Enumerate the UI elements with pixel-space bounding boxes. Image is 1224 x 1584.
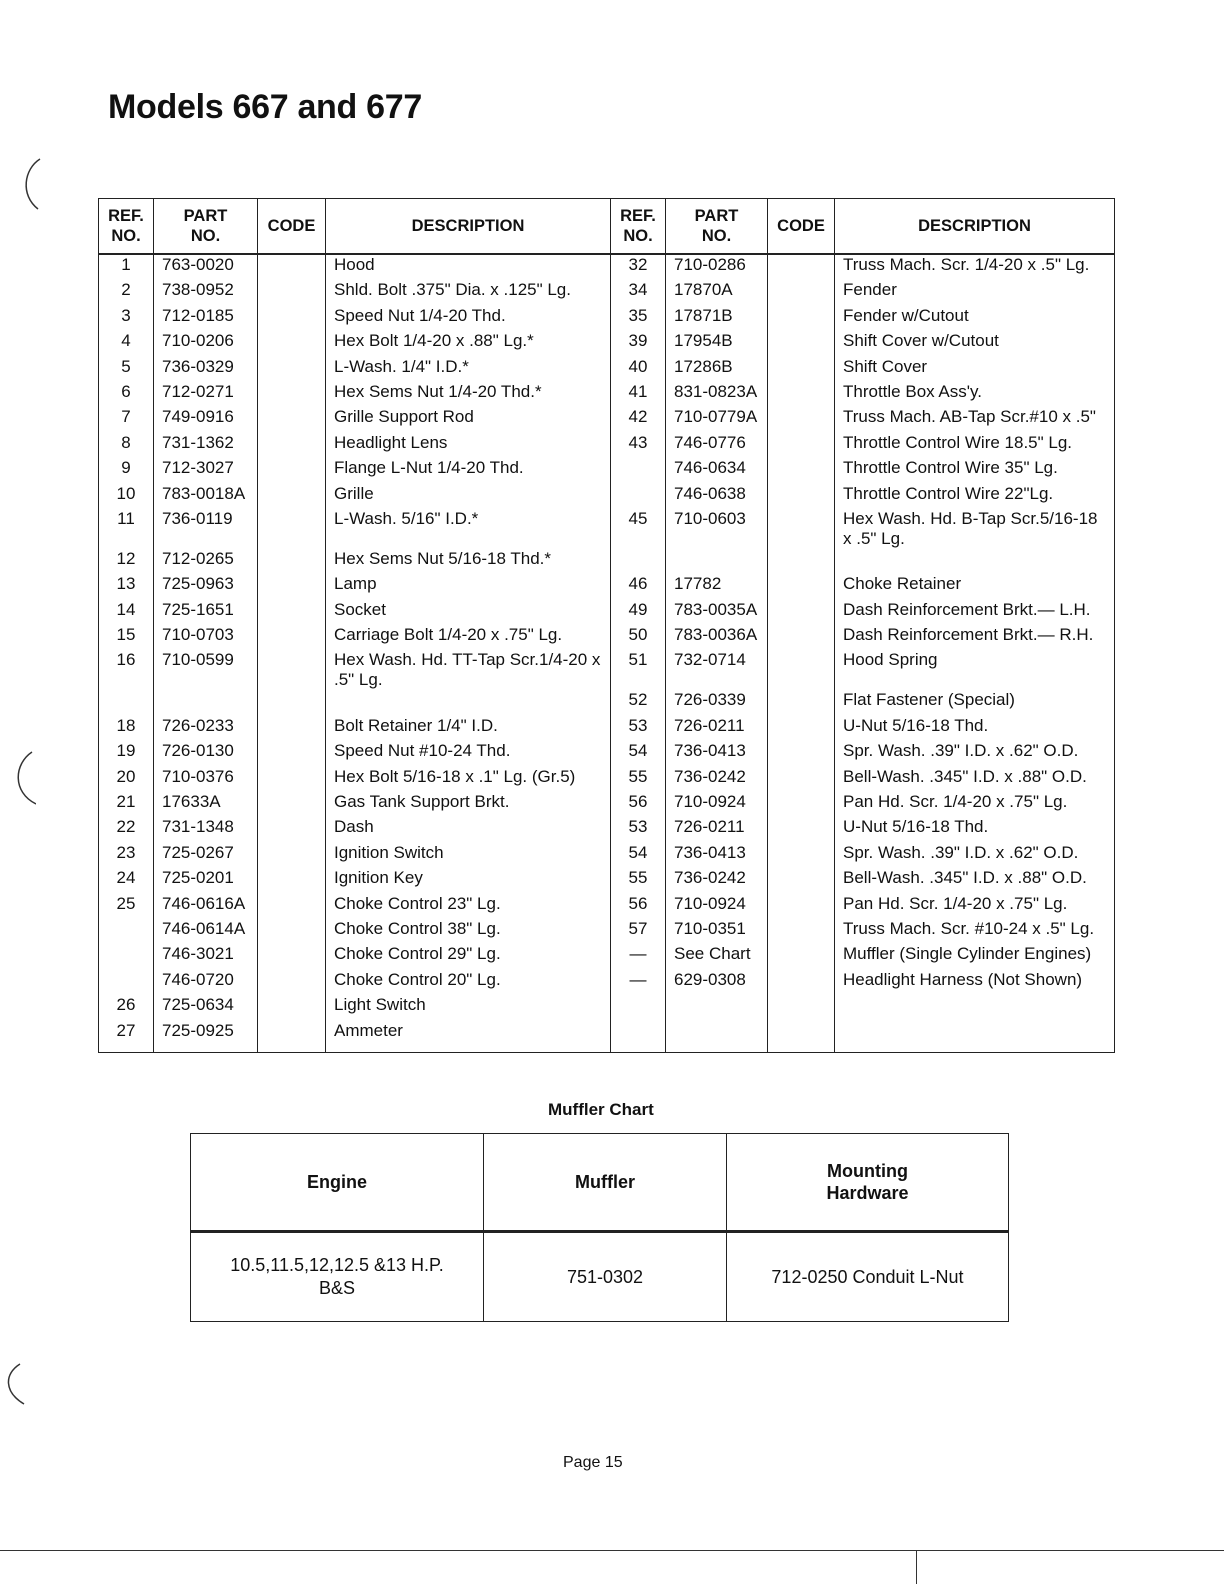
table-row (99, 433, 1115, 458)
cell-ref-no: 49 (611, 600, 666, 625)
cell-part-no: 731-1348 (154, 817, 258, 842)
cell-part-no: 17954B (666, 331, 768, 356)
cell-ref-no: 11 (99, 509, 154, 549)
cell-description: Grille (326, 484, 611, 509)
cell-description: Choke Control 23" Lg. (326, 894, 611, 919)
binding-hole-mark (2, 1360, 30, 1408)
cell-part-no: 17286B (666, 357, 768, 382)
cell-ref-no (611, 995, 666, 1020)
column-header-part-no: PART NO. (154, 199, 258, 255)
cell-ref-no: 45 (611, 509, 666, 549)
cell-part-no: 746-0720 (154, 970, 258, 995)
cell-part-no: 746-0634 (666, 458, 768, 483)
cell-part-no: 710-0351 (666, 919, 768, 944)
table-row (99, 868, 1115, 893)
cell-ref-no: 41 (611, 382, 666, 407)
cell-ref-no: — (611, 970, 666, 995)
cell-part-no: 749-0916 (154, 407, 258, 432)
table-row (99, 792, 1115, 817)
cell-code (768, 868, 835, 893)
cell-code (768, 817, 835, 842)
cell-ref-no: 56 (611, 792, 666, 817)
cell-part-no: 17633A (154, 792, 258, 817)
cell-code (258, 484, 326, 509)
cell-description: Choke Control 20" Lg. (326, 970, 611, 995)
table-row (191, 1232, 1009, 1322)
cell-ref-no (99, 944, 154, 969)
cell-part-no: 710-0703 (154, 625, 258, 650)
cell-part-no: 712-0271 (154, 382, 258, 407)
cell-code (258, 716, 326, 741)
cell-description: Throttle Control Wire 18.5" Lg. (835, 433, 1115, 458)
table-row (99, 458, 1115, 483)
cell-part-no: 736-0119 (154, 509, 258, 549)
cell-ref-no: 42 (611, 407, 666, 432)
cell-ref-no: 13 (99, 574, 154, 599)
cell-part-no (666, 1021, 768, 1053)
cell-part-no: 726-0339 (666, 690, 768, 715)
cell-description: Pan Hd. Scr. 1/4-20 x .75" Lg. (835, 792, 1115, 817)
cell-ref-no (611, 549, 666, 574)
cell-description: Speed Nut 1/4-20 Thd. (326, 306, 611, 331)
table-row (99, 625, 1115, 650)
cell-ref-no: 12 (99, 549, 154, 574)
cell-description: Bolt Retainer 1/4" I.D. (326, 716, 611, 741)
cell-description: Shld. Bolt .375" Dia. x .125" Lg. (326, 280, 611, 305)
column-header-part-no: PART NO. (666, 199, 768, 255)
cell-description: Bell-Wash. .345" I.D. x .88" O.D. (835, 868, 1115, 893)
cell-ref-no: 55 (611, 767, 666, 792)
cell-ref-no: 19 (99, 741, 154, 766)
cell-ref-no: 27 (99, 1021, 154, 1053)
cell-code (768, 509, 835, 549)
cell-part-no: 731-1362 (154, 433, 258, 458)
cell-ref-no: 24 (99, 868, 154, 893)
cell-code (258, 382, 326, 407)
cell-description: Muffler (Single Cylinder Engines) (835, 944, 1115, 969)
cell-code (768, 767, 835, 792)
cell-code (258, 919, 326, 944)
cell-description: Gas Tank Support Brkt. (326, 792, 611, 817)
cell-description: Headlight Lens (326, 433, 611, 458)
table-row (99, 331, 1115, 356)
cell-code (768, 484, 835, 509)
table-row (99, 995, 1115, 1020)
cell-part-no: 831-0823A (666, 382, 768, 407)
cell-part-no: 736-0242 (666, 868, 768, 893)
cell-description: Bell-Wash. .345" I.D. x .88" O.D. (835, 767, 1115, 792)
cell-ref-no: 34 (611, 280, 666, 305)
cell-code (258, 280, 326, 305)
cell-description: Truss Mach. AB-Tap Scr.#10 x .5" (835, 407, 1115, 432)
cell-code (258, 868, 326, 893)
cell-code (768, 306, 835, 331)
cell-ref-no: 43 (611, 433, 666, 458)
cell-code (258, 625, 326, 650)
cell-description: Dash (326, 817, 611, 842)
cell-description: Throttle Control Wire 35" Lg. (835, 458, 1115, 483)
cell-part-no: 726-0211 (666, 716, 768, 741)
cell-part-no: 629-0308 (666, 970, 768, 995)
cell-code (768, 433, 835, 458)
cell-ref-no: 9 (99, 458, 154, 483)
column-header-ref-no: REF. NO. (611, 199, 666, 255)
cell-code (258, 792, 326, 817)
page-number: Page 15 (563, 1454, 623, 1471)
cell-ref-no (99, 919, 154, 944)
cell-code (258, 843, 326, 868)
cell-code (768, 741, 835, 766)
cell-code (768, 1021, 835, 1053)
cell-part-no: 712-0265 (154, 549, 258, 574)
cell-description: Light Switch (326, 995, 611, 1020)
cell-description: Flange L-Nut 1/4-20 Thd. (326, 458, 611, 483)
cell-part-no: 710-0599 (154, 650, 258, 690)
cell-code (258, 970, 326, 995)
table-row (99, 254, 1115, 280)
cell-description: Hex Sems Nut 5/16-18 Thd.* (326, 549, 611, 574)
cell-part-no: 746-3021 (154, 944, 258, 969)
cell-code (768, 549, 835, 574)
cell-ref-no: — (611, 944, 666, 969)
table-row (99, 1021, 1115, 1053)
cell-description: Throttle Box Ass'y. (835, 382, 1115, 407)
table-row (99, 690, 1115, 715)
cell-ref-no: 23 (99, 843, 154, 868)
table-row (99, 600, 1115, 625)
cell-code (768, 970, 835, 995)
table-row (99, 357, 1115, 382)
cell-part-no: 726-0130 (154, 741, 258, 766)
cell-part-no (666, 995, 768, 1020)
cell-description: Carriage Bolt 1/4-20 x .75" Lg. (326, 625, 611, 650)
table-row (99, 716, 1115, 741)
cell-description: Hex Bolt 1/4-20 x .88" Lg.* (326, 331, 611, 356)
cell-code (768, 690, 835, 715)
cell-ref-no: 56 (611, 894, 666, 919)
cell-ref-no: 7 (99, 407, 154, 432)
cell-description: Hex Wash. Hd. TT-Tap Scr.1/4-20 x .5" Lg. (326, 650, 611, 690)
cell-ref-no: 51 (611, 650, 666, 690)
cell-ref-no: 53 (611, 716, 666, 741)
cell-part-no: 712-0185 (154, 306, 258, 331)
column-header-muffler: Muffler (484, 1134, 727, 1232)
muffler-table-body (191, 1232, 1009, 1322)
cell-code (768, 407, 835, 432)
cell-code (768, 625, 835, 650)
binding-hole-mark (6, 748, 36, 810)
cell-description: Choke Control 38" Lg. (326, 919, 611, 944)
table-row (99, 894, 1115, 919)
cell-code (258, 254, 326, 280)
cell-description: Ignition Key (326, 868, 611, 893)
cell-part-no: 17871B (666, 306, 768, 331)
cell-code (258, 894, 326, 919)
cell-code (768, 382, 835, 407)
column-header-ref-no: REF. NO. (99, 199, 154, 255)
cell-description: U-Nut 5/16-18 Thd. (835, 716, 1115, 741)
cell-description: Hex Sems Nut 1/4-20 Thd.* (326, 382, 611, 407)
bottom-edge-tick (916, 1550, 917, 1584)
column-header-code: CODE (768, 199, 835, 255)
cell-description (835, 1021, 1115, 1053)
bottom-edge-rule (0, 1550, 1224, 1551)
table-row (99, 970, 1115, 995)
cell-code (258, 433, 326, 458)
cell-part-no: 710-0924 (666, 894, 768, 919)
table-row (99, 944, 1115, 969)
cell-description: Flat Fastener (Special) (835, 690, 1115, 715)
cell-ref-no: 54 (611, 843, 666, 868)
cell-description: Dash Reinforcement Brkt.— L.H. (835, 600, 1115, 625)
cell-description: Truss Mach. Scr. 1/4-20 x .5" Lg. (835, 254, 1115, 280)
cell-code (768, 600, 835, 625)
cell-code (258, 944, 326, 969)
cell-part-no: 783-0035A (666, 600, 768, 625)
cell-code (258, 1021, 326, 1053)
cell-code (768, 995, 835, 1020)
cell-description: Fender w/Cutout (835, 306, 1115, 331)
cell-mounting-hardware: 712-0250 Conduit L-Nut (727, 1232, 1009, 1322)
cell-ref-no: 3 (99, 306, 154, 331)
table-row (99, 484, 1115, 509)
parts-table-body (99, 254, 1115, 1052)
cell-ref-no: 55 (611, 868, 666, 893)
cell-code (258, 741, 326, 766)
cell-part-no: 736-0413 (666, 741, 768, 766)
cell-part-no: 17870A (666, 280, 768, 305)
cell-ref-no: 18 (99, 716, 154, 741)
table-row (99, 741, 1115, 766)
cell-code (258, 995, 326, 1020)
cell-part-no: 783-0036A (666, 625, 768, 650)
cell-code (768, 843, 835, 868)
cell-description: Fender (835, 280, 1115, 305)
cell-part-no: 736-0413 (666, 843, 768, 868)
cell-code (768, 458, 835, 483)
cell-engine: 10.5,11.5,12,12.5 &13 H.P. B&S (191, 1232, 484, 1322)
cell-ref-no: 25 (99, 894, 154, 919)
cell-part-no: 746-0616A (154, 894, 258, 919)
cell-description: Grille Support Rod (326, 407, 611, 432)
cell-code (258, 407, 326, 432)
cell-description: Hood (326, 254, 611, 280)
cell-ref-no: 6 (99, 382, 154, 407)
cell-description: Headlight Harness (Not Shown) (835, 970, 1115, 995)
table-row (99, 382, 1115, 407)
cell-code (768, 574, 835, 599)
table-row (99, 407, 1115, 432)
cell-ref-no: 54 (611, 741, 666, 766)
cell-code (258, 817, 326, 842)
cell-ref-no: 2 (99, 280, 154, 305)
cell-part-no: 725-0634 (154, 995, 258, 1020)
cell-description: U-Nut 5/16-18 Thd. (835, 817, 1115, 842)
cell-muffler: 751-0302 (484, 1232, 727, 1322)
table-row (99, 817, 1115, 842)
cell-part-no: 736-0329 (154, 357, 258, 382)
cell-description: Choke Retainer (835, 574, 1115, 599)
cell-description: Speed Nut #10-24 Thd. (326, 741, 611, 766)
cell-description: Dash Reinforcement Brkt.— R.H. (835, 625, 1115, 650)
cell-ref-no (99, 970, 154, 995)
cell-description: L-Wash. 1/4" I.D.* (326, 357, 611, 382)
cell-code (768, 357, 835, 382)
muffler-table-header-row (191, 1134, 1009, 1232)
parts-table-header-row (99, 199, 1115, 255)
cell-description: Throttle Control Wire 22"Lg. (835, 484, 1115, 509)
cell-ref-no: 20 (99, 767, 154, 792)
cell-description: Spr. Wash. .39" I.D. x .62" O.D. (835, 843, 1115, 868)
cell-description (835, 995, 1115, 1020)
cell-part-no: 746-0638 (666, 484, 768, 509)
cell-code (258, 357, 326, 382)
column-header-description: DESCRIPTION (326, 199, 611, 255)
cell-description: Shift Cover w/Cutout (835, 331, 1115, 356)
cell-ref-no: 40 (611, 357, 666, 382)
cell-part-no: 710-0376 (154, 767, 258, 792)
cell-part-no: See Chart (666, 944, 768, 969)
cell-ref-no (611, 1021, 666, 1053)
cell-part-no: 732-0714 (666, 650, 768, 690)
cell-code (258, 767, 326, 792)
cell-code (768, 650, 835, 690)
parts-list-table (98, 198, 1115, 1053)
cell-code (258, 600, 326, 625)
cell-ref-no: 46 (611, 574, 666, 599)
table-row (99, 306, 1115, 331)
page-title: Models 667 and 677 (108, 88, 422, 126)
cell-description: Spr. Wash. .39" I.D. x .62" O.D. (835, 741, 1115, 766)
cell-part-no: 725-0201 (154, 868, 258, 893)
cell-part-no: 712-3027 (154, 458, 258, 483)
cell-part-no: 710-0206 (154, 331, 258, 356)
cell-part-no: 726-0233 (154, 716, 258, 741)
cell-code (258, 331, 326, 356)
cell-description: Pan Hd. Scr. 1/4-20 x .75" Lg. (835, 894, 1115, 919)
cell-description: Socket (326, 600, 611, 625)
cell-part-no: 726-0211 (666, 817, 768, 842)
cell-code (768, 792, 835, 817)
cell-description: Truss Mach. Scr. #10-24 x .5" Lg. (835, 919, 1115, 944)
cell-part-no (666, 549, 768, 574)
binding-hole-mark (14, 155, 44, 215)
cell-part-no: 736-0242 (666, 767, 768, 792)
cell-part-no: 725-0963 (154, 574, 258, 599)
cell-description: Hood Spring (835, 650, 1115, 690)
cell-code (258, 690, 326, 715)
cell-ref-no: 32 (611, 254, 666, 280)
cell-code (258, 574, 326, 599)
column-header-engine: Engine (191, 1134, 484, 1232)
column-header-mounting-hardware: Mounting Hardware (727, 1134, 1009, 1232)
cell-code (768, 280, 835, 305)
cell-code (768, 944, 835, 969)
table-row (99, 767, 1115, 792)
cell-code (258, 549, 326, 574)
cell-part-no: 710-0924 (666, 792, 768, 817)
cell-description: Shift Cover (835, 357, 1115, 382)
cell-description: Hex Bolt 5/16-18 x .1" Lg. (Gr.5) (326, 767, 611, 792)
table-row (99, 509, 1115, 549)
cell-code (768, 894, 835, 919)
cell-ref-no: 5 (99, 357, 154, 382)
cell-ref-no (99, 690, 154, 715)
cell-description: Choke Control 29" Lg. (326, 944, 611, 969)
cell-ref-no: 4 (99, 331, 154, 356)
cell-code (768, 716, 835, 741)
cell-ref-no: 15 (99, 625, 154, 650)
cell-part-no: 710-0603 (666, 509, 768, 549)
cell-part-no (154, 690, 258, 715)
table-row (99, 574, 1115, 599)
cell-ref-no: 1 (99, 254, 154, 280)
cell-part-no: 710-0286 (666, 254, 768, 280)
cell-ref-no: 10 (99, 484, 154, 509)
cell-description: L-Wash. 5/16" I.D.* (326, 509, 611, 549)
cell-ref-no: 39 (611, 331, 666, 356)
cell-ref-no (611, 484, 666, 509)
cell-ref-no: 22 (99, 817, 154, 842)
cell-description (835, 549, 1115, 574)
table-row (99, 549, 1115, 574)
cell-ref-no: 53 (611, 817, 666, 842)
cell-part-no: 746-0614A (154, 919, 258, 944)
cell-part-no: 725-1651 (154, 600, 258, 625)
cell-part-no: 783-0018A (154, 484, 258, 509)
cell-code (258, 458, 326, 483)
muffler-chart-caption: Muffler Chart (548, 1100, 654, 1119)
cell-ref-no: 35 (611, 306, 666, 331)
cell-code (258, 509, 326, 549)
cell-description: Lamp (326, 574, 611, 599)
cell-ref-no: 21 (99, 792, 154, 817)
cell-ref-no: 57 (611, 919, 666, 944)
cell-code (768, 254, 835, 280)
cell-code (768, 919, 835, 944)
cell-part-no: 17782 (666, 574, 768, 599)
cell-ref-no: 52 (611, 690, 666, 715)
cell-ref-no (611, 458, 666, 483)
column-header-code: CODE (258, 199, 326, 255)
cell-part-no: 725-0267 (154, 843, 258, 868)
cell-code (258, 650, 326, 690)
cell-description (326, 690, 611, 715)
column-header-description: DESCRIPTION (835, 199, 1115, 255)
muffler-chart-table (190, 1133, 1009, 1322)
cell-description: Hex Wash. Hd. B-Tap Scr.5/16-18 x .5" Lg. (835, 509, 1115, 549)
cell-ref-no: 50 (611, 625, 666, 650)
cell-ref-no: 26 (99, 995, 154, 1020)
cell-part-no: 738-0952 (154, 280, 258, 305)
cell-ref-no: 8 (99, 433, 154, 458)
cell-part-no: 746-0776 (666, 433, 768, 458)
cell-ref-no: 16 (99, 650, 154, 690)
cell-ref-no: 14 (99, 600, 154, 625)
cell-part-no: 725-0925 (154, 1021, 258, 1053)
cell-part-no: 710-0779A (666, 407, 768, 432)
cell-code (258, 306, 326, 331)
cell-part-no: 763-0020 (154, 254, 258, 280)
table-row (99, 919, 1115, 944)
cell-description: Ignition Switch (326, 843, 611, 868)
table-row (99, 650, 1115, 690)
cell-code (768, 331, 835, 356)
table-row (99, 280, 1115, 305)
table-row (99, 843, 1115, 868)
cell-description: Ammeter (326, 1021, 611, 1053)
